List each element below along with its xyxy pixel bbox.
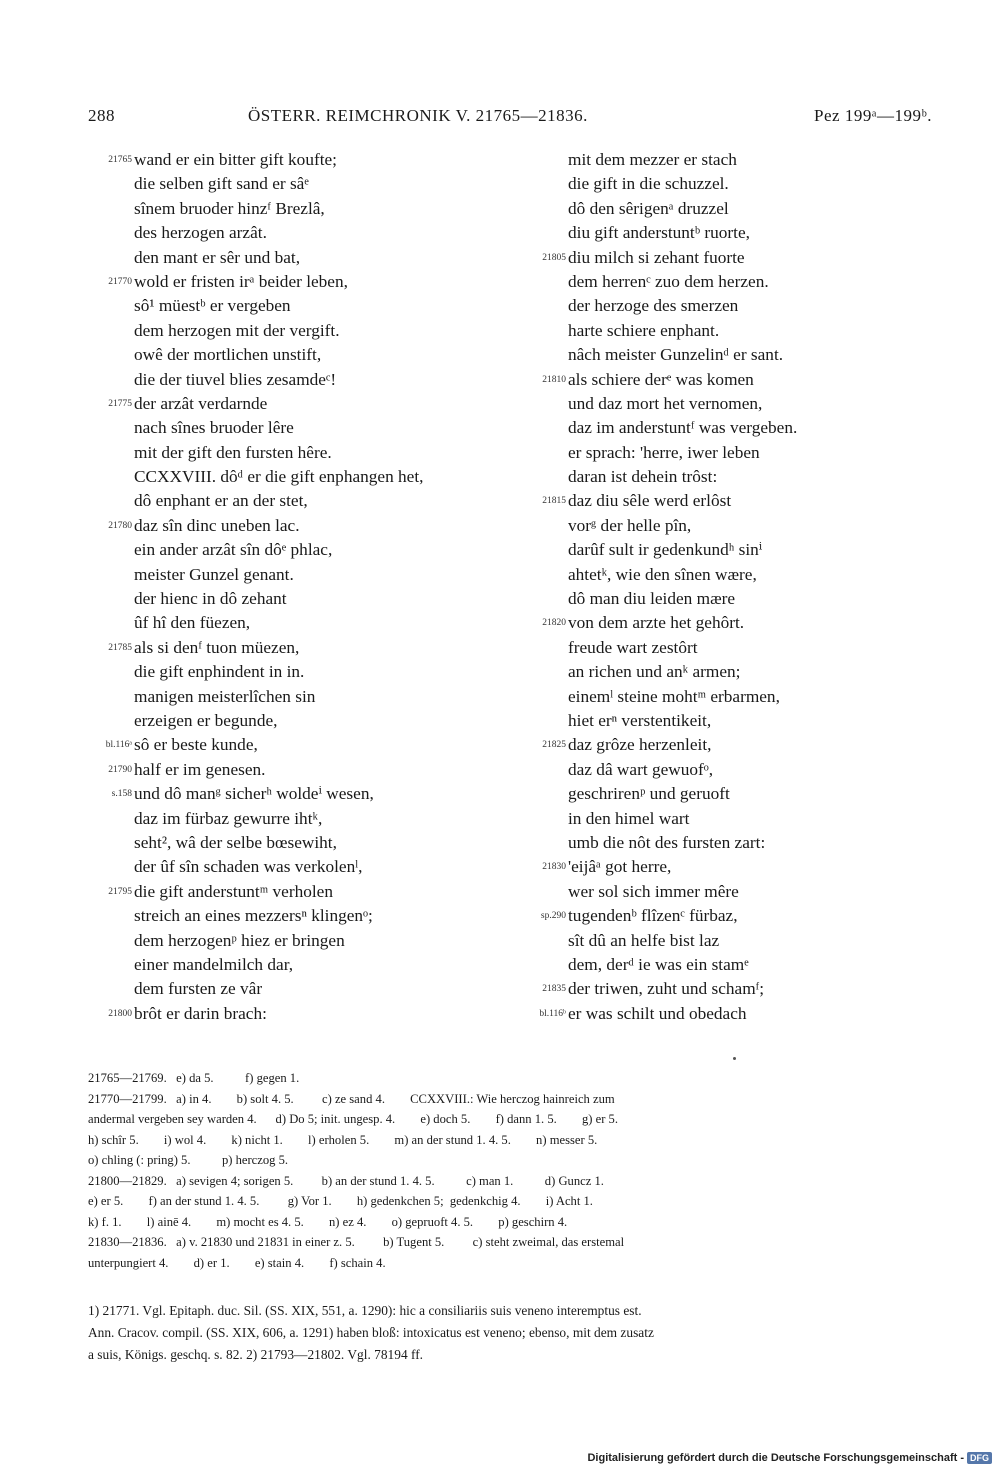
verse-text: hiet erⁿ verstentikeit, — [568, 710, 712, 730]
verse-line — [88, 857, 518, 881]
apparatus-text: 21800—21829. a) sevigen 4; sorigen 5. b) an der stund 1. 4. 5. c) man 1. d) Guncz 1. — [88, 1173, 604, 1188]
verse-line — [88, 491, 518, 515]
apparatus-text: unterpungiert 4. d) er 1. e) stain 4. f) schain 4. — [88, 1255, 386, 1270]
right-verse-column — [522, 150, 942, 1028]
verse-line — [88, 1004, 518, 1028]
verse-line — [88, 931, 518, 955]
verse-text: der ûf sîn schaden was verkolenˡ, — [134, 857, 363, 877]
verse-text: dem fursten ze vâr — [134, 979, 263, 999]
verse-line — [522, 882, 942, 906]
verse-text: dô man diu leiden mære — [568, 589, 736, 609]
verse-text: dô enphant er an der stet, — [134, 491, 308, 511]
pez-reference: Pez 199ᵃ—199ᵇ. — [814, 106, 932, 125]
verse-text: wer sol sich immer mêre — [568, 881, 739, 901]
apparatus-line — [88, 1112, 946, 1133]
verse-line — [522, 321, 942, 345]
verse-line — [522, 565, 942, 589]
verse-line — [88, 516, 518, 540]
verse-line — [88, 345, 518, 369]
running-header — [88, 106, 932, 130]
footnotes — [88, 1303, 946, 1369]
line-number: bl.116ᵇ — [539, 1008, 566, 1019]
verse-text: und dô manᵍ sicherʰ woldeⁱ wesen, — [134, 784, 374, 804]
verse-text: als si denᶠ tuon müezen, — [134, 637, 300, 657]
line-number: sp.290 — [540, 911, 566, 922]
verse-text: einer mandelmilch dar, — [134, 954, 294, 974]
verse-text: dem herzogenᵖ hiez er bringen — [134, 930, 345, 950]
line-number: 21785 — [108, 642, 132, 653]
verse-text: dem herzogen mit der vergift. — [134, 320, 340, 340]
verse-line — [88, 662, 518, 686]
dfg-logo: DFG — [967, 1452, 992, 1464]
verse-line — [522, 394, 942, 418]
verse-text: dem, derᵈ ie was ein stamᵉ — [568, 954, 749, 974]
verse-text: sô¹ müestᵇ er vergeben — [134, 296, 291, 316]
verse-text: sô er beste kunde, — [134, 735, 258, 755]
critical-apparatus — [88, 1071, 946, 1276]
verse-text: er was schilt und obedach — [568, 1003, 747, 1023]
verse-text: dô den sêrigenᵃ druzzel — [568, 198, 729, 218]
page-number: 288 — [88, 106, 115, 125]
verse-line — [522, 638, 942, 662]
verse-line — [88, 394, 518, 418]
verse-line — [88, 589, 518, 613]
line-number: 21805 — [542, 252, 566, 263]
verse-line — [88, 638, 518, 662]
verse-text: von dem arzte het gehôrt. — [568, 613, 745, 633]
apparatus-text: k) f. 1. l) ainē 4. m) mocht es 4. 5. n) ez 4. o) gepruoft 4. 5. p) geschirn 4. — [88, 1214, 568, 1229]
verse-line — [522, 711, 942, 735]
verse-line — [522, 345, 942, 369]
verse-text: die gift enphindent in in. — [134, 662, 305, 682]
verse-text: diu gift anderstuntᵇ ruorte, — [568, 223, 750, 243]
verse-line — [522, 540, 942, 564]
verse-line — [522, 687, 942, 711]
verse-line — [88, 174, 518, 198]
verse-text: daz diu sêle werd erlôst — [568, 491, 732, 511]
verse-text: daran ist dehein trôst: — [568, 467, 718, 487]
line-number: bl.116ᵃ — [105, 740, 132, 751]
verse-line — [522, 613, 942, 637]
verse-text: und daz mort het vernomen, — [568, 393, 763, 413]
verse-text: als schiere derᵉ was komen — [568, 369, 754, 389]
line-number: 21810 — [542, 374, 566, 385]
verse-line — [522, 370, 942, 394]
verse-text: einemˡ steine mohtᵐ erbarmen, — [568, 686, 780, 706]
apparatus-text: 21765—21769. e) da 5. f) gegen 1. — [88, 1071, 300, 1085]
verse-text: die der tiuvel blies zesamdeᶜ! — [134, 369, 337, 389]
verse-line — [88, 272, 518, 296]
line-number: s.158 — [111, 789, 132, 800]
footnote-line: Ann. Cracov. compil. (SS. XIX, 606, a. 1291) haben bloß: intoxicatus est veneno; ebenso, mit dem zusatz — [88, 1325, 654, 1340]
verse-line — [522, 735, 942, 759]
verse-text: ûf hî den füezen, — [134, 613, 251, 633]
verse-line — [88, 613, 518, 637]
verse-line — [522, 784, 942, 808]
left-verse-column — [88, 150, 518, 1028]
verse-text: owê der mortlichen unstift, — [134, 345, 322, 365]
verse-text: daz im anderstuntᶠ was vergeben. — [568, 418, 798, 438]
verse-line — [522, 589, 942, 613]
verse-text: nach sînes bruoder lêre — [134, 418, 294, 438]
verse-line — [88, 418, 518, 442]
line-number: 21795 — [108, 886, 132, 897]
line-number: 21815 — [542, 496, 566, 507]
line-number: 21835 — [542, 984, 566, 995]
verse-text: umb die nôt des fursten zart: — [568, 832, 766, 852]
apparatus-line — [88, 1174, 946, 1195]
verse-line — [88, 540, 518, 564]
verse-text: daz dâ wart gewuofᵒ, — [568, 759, 714, 779]
verse-text: der triwen, zuht und schamᶠ; — [568, 979, 765, 999]
verse-line — [88, 760, 518, 784]
verse-line — [522, 516, 942, 540]
apparatus-line — [88, 1071, 946, 1092]
verse-line — [522, 1004, 942, 1028]
apparatus-text: o) chling (: pring) 5. p) herczog 5. — [88, 1153, 289, 1167]
verse-line — [88, 955, 518, 979]
verse-text: die gift anderstuntᵐ verholen — [134, 881, 333, 901]
verse-line — [88, 882, 518, 906]
running-title: ÖSTERR. REIMCHRONIK V. 21765—21836. — [248, 106, 588, 125]
verse-line — [522, 223, 942, 247]
verse-text: an richen und anᵏ armen; — [568, 662, 741, 682]
line-number: 21830 — [542, 862, 566, 873]
verse-line — [522, 931, 942, 955]
verse-line — [88, 296, 518, 320]
verse-line — [88, 906, 518, 930]
verse-text: seht², wâ der selbe bœsewiht, — [134, 832, 337, 852]
verse-line — [522, 248, 942, 272]
verse-line — [88, 370, 518, 394]
verse-line — [522, 857, 942, 881]
verse-text: den mant er sêr und bat, — [134, 247, 301, 267]
line-number: 21765 — [108, 155, 132, 165]
verse-line — [522, 760, 942, 784]
verse-line — [522, 150, 942, 174]
verse-text: dem herrenᶜ zuo dem herzen. — [568, 271, 769, 291]
apparatus-text: e) er 5. f) an der stund 1. 4. 5. g) Vor 1. h) gedenkchen 5; gedenkchig 4. i) Acht 1. — [88, 1194, 593, 1208]
verse-line — [88, 565, 518, 589]
verse-line — [88, 711, 518, 735]
verse-text: daz grôze herzenleit, — [568, 735, 712, 755]
verse-line — [88, 735, 518, 759]
apparatus-line — [88, 1256, 946, 1277]
verse-text: 'eijâᵃ got herre, — [568, 857, 672, 877]
verse-line — [88, 809, 518, 833]
verse-line — [522, 906, 942, 930]
verse-text: diu milch si zehant fuorte — [568, 247, 745, 267]
verse-line — [522, 174, 942, 198]
line-number: 21780 — [108, 520, 132, 531]
verse-text: er sprach: 'herre, iwer leben — [568, 442, 760, 462]
verse-text: sînem bruoder hinzᶠ Brezlâ, — [134, 198, 325, 218]
verse-line — [522, 491, 942, 515]
verse-text: meister Gunzel genant. — [134, 564, 294, 584]
verse-line — [522, 833, 942, 857]
verse-text: die selben gift sand er sâᵉ — [134, 174, 309, 194]
verse-text: daz im fürbaz gewurre ihtᵏ, — [134, 808, 323, 828]
apparatus-line — [88, 1235, 946, 1256]
verse-text: der hienc in dô zehant — [134, 589, 287, 609]
verse-text: geschrirenᵖ und geruoft — [568, 784, 730, 804]
verse-text: nâch meister Gunzelinᵈ er sant. — [568, 345, 784, 365]
verse-line — [522, 443, 942, 467]
verse-text: half er im genesen. — [134, 759, 266, 779]
funding-text: Digitalisierung gefördert durch die Deutsche Forschungsgemeinschaft - — [587, 1452, 964, 1464]
verse-text: daz sîn dinc uneben lac. — [134, 515, 300, 535]
verse-text: mit dem mezzer er stach — [568, 150, 737, 169]
apparatus-text: andermal vergeben sey warden 4. d) Do 5; init. ungesp. 4. e) doch 5. f) dann 1. 5. g) er 5. — [88, 1112, 618, 1126]
apparatus-line — [88, 1153, 946, 1174]
verse-line — [88, 248, 518, 272]
verse-line — [88, 223, 518, 247]
verse-text: sît dû an helfe bist laz — [568, 930, 720, 950]
verse-text: harte schiere enphant. — [568, 320, 720, 340]
footnote-line: 1) 21771. Vgl. Epitaph. duc. Sil. (SS. XIX, 551, a. 1290): hic a consiliariis suis veneno interemptus est. — [88, 1303, 642, 1318]
verse-line — [522, 662, 942, 686]
funding-footer — [587, 1452, 992, 1464]
verse-text: ein ander arzât sîn dôᵉ phlac, — [134, 540, 333, 560]
verse-text: tugendenᵇ flîzenᶜ fürbaz, — [568, 906, 738, 926]
verse-text: CCXXVIII. dôᵈ er die gift enphangen het, — [134, 467, 424, 487]
verse-line — [522, 467, 942, 491]
footnote-line: a suis, Königs. geschq. s. 82. 2) 21793—21802. Vgl. 78194 ff. — [88, 1347, 424, 1362]
verse-line — [88, 150, 518, 174]
verse-text: erzeigen er begunde, — [134, 710, 278, 730]
verse-line — [88, 199, 518, 223]
verse-text: die gift in die schuzzel. — [568, 174, 729, 194]
verse-line — [88, 784, 518, 808]
verse-line — [522, 199, 942, 223]
verse-text: wand er ein bitter gift koufte; — [134, 150, 337, 169]
apparatus-line — [88, 1133, 946, 1154]
verse-text: streich an eines mezzersⁿ klingenᵒ; — [134, 906, 373, 926]
verse-line — [522, 418, 942, 442]
verse-text: wold er fristen irᵃ beider leben, — [134, 271, 348, 291]
apparatus-line — [88, 1194, 946, 1215]
verse-line — [88, 833, 518, 857]
verse-line — [522, 955, 942, 979]
line-number: 21825 — [542, 740, 566, 751]
apparatus-text: 21770—21799. a) in 4. b) solt 4. 5. c) ze sand 4. CCXXVIII.: Wie herczog hainreich zum — [88, 1091, 615, 1106]
verse-text: der herzoge des smerzen — [568, 296, 739, 316]
line-number: 21770 — [108, 276, 132, 287]
verse-text: darûf sult ir gedenkundʰ sinⁱ — [568, 540, 763, 560]
verse-text: brôt er darin brach: — [134, 1003, 267, 1023]
verse-line — [88, 687, 518, 711]
verse-text: des herzogen arzât. — [134, 223, 267, 243]
verse-line — [522, 296, 942, 320]
verse-line — [88, 979, 518, 1003]
line-number: 21775 — [108, 398, 132, 409]
line-number: 21820 — [542, 618, 566, 629]
verse-text: manigen meisterlîchen sin — [134, 686, 316, 706]
verse-line — [522, 979, 942, 1003]
apparatus-line — [88, 1092, 946, 1113]
verse-line — [88, 467, 518, 491]
verse-line — [88, 443, 518, 467]
verse-text: in den himel wart — [568, 808, 690, 828]
print-speck — [733, 1057, 736, 1060]
verse-line — [522, 272, 942, 296]
verse-line — [88, 321, 518, 345]
verse-text: freude wart zestôrt — [568, 637, 698, 657]
apparatus-line — [88, 1215, 946, 1236]
verse-line — [522, 809, 942, 833]
line-number: 21800 — [108, 1008, 132, 1019]
verse-text: mit der gift den fursten hêre. — [134, 442, 332, 462]
line-number: 21790 — [108, 764, 132, 775]
apparatus-text: h) schîr 5. i) wol 4. k) nicht 1. l) erholen 5. m) an der stund 1. 4. 5. n) messer 5. — [88, 1132, 598, 1147]
verse-text: vorᵍ der helle pîn, — [568, 515, 692, 535]
verse-text: der arzât verdarnde — [134, 393, 268, 413]
apparatus-text: 21830—21836. a) v. 21830 und 21831 in einer z. 5. b) Tugent 5. c) steht zweimal, das erstemal — [88, 1235, 625, 1249]
verse-text: ahtetᵏ, wie den sînen wære, — [568, 564, 757, 584]
